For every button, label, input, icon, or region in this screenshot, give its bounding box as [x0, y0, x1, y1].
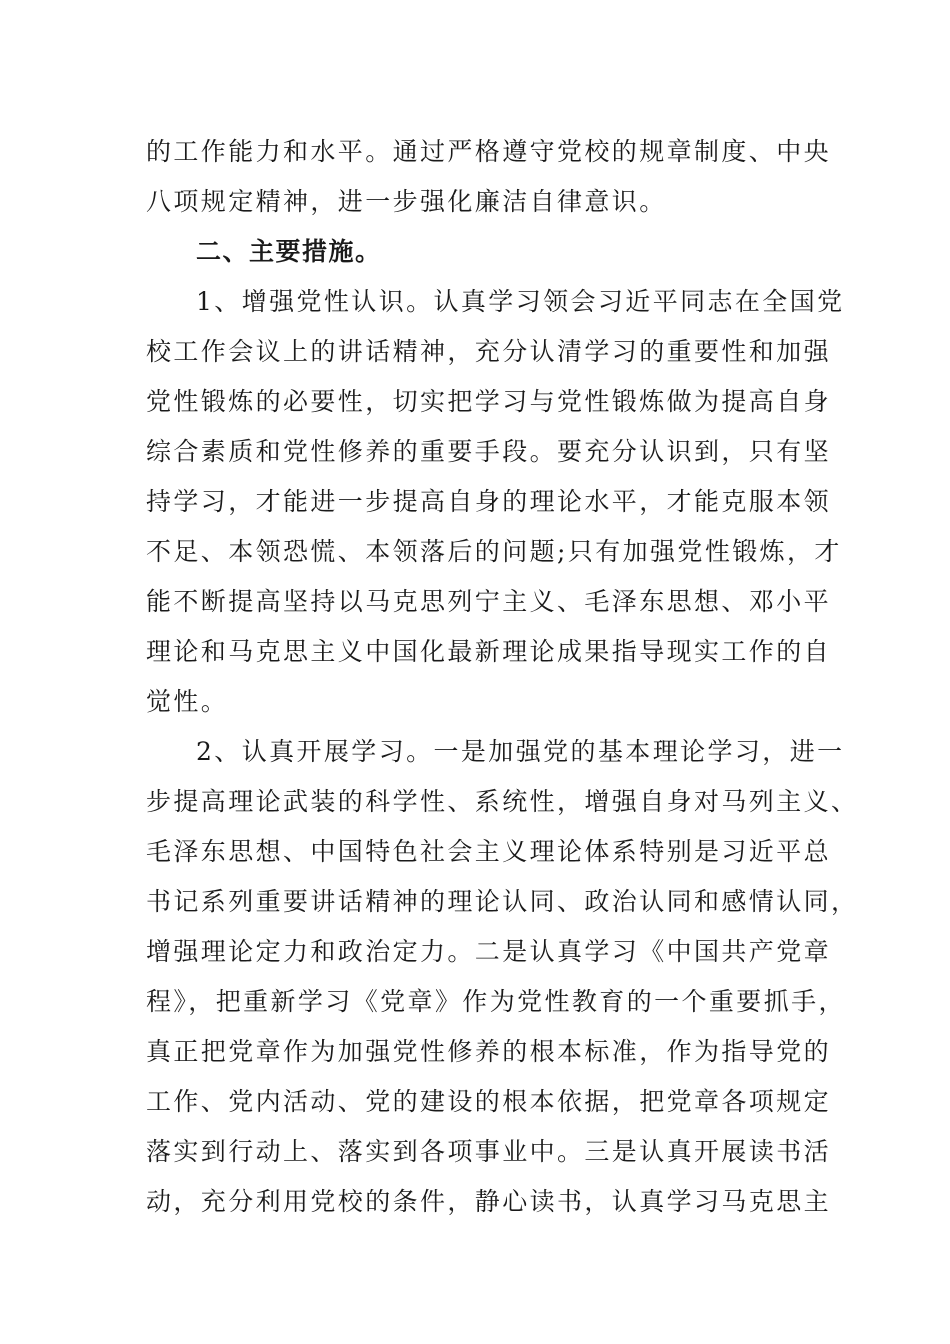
text-line: 不足、本领恐慌、本领落后的问题;只有加强党性锻炼，才 [146, 537, 842, 566]
text-line: 理论和马克思主义中国化最新理论成果指导现实工作的自 [146, 637, 832, 666]
section-heading: 二、主要措施。 [196, 237, 382, 266]
text-line: 八项规定精神，进一步强化廉洁自律意识。 [146, 187, 667, 216]
text-line: 的工作能力和水平。通过严格遵守党校的规章制度、中央 [146, 137, 832, 166]
text-line: 落实到行动上、落实到各项事业中。三是认真开展读书活 [146, 1137, 832, 1166]
text-line: 动，充分利用党校的条件，静心读书，认真学习马克思主 [146, 1187, 832, 1216]
text-line: 增强理论定力和政治定力。二是认真学习《中国共产党章 [146, 937, 832, 966]
text-line: 毛泽东思想、中国特色社会主义理论体系特别是习近平总 [146, 837, 832, 866]
text-line: 工作、党内活动、党的建设的根本依据，把党章各项规定 [146, 1087, 832, 1116]
text-line: 步提高理论武装的科学性、系统性，增强自身对马列主义、 [146, 787, 859, 816]
text-line: 真正把党章作为加强党性修养的根本标准，作为指导党的 [146, 1037, 832, 1066]
text-line: 校工作会议上的讲话精神，充分认清学习的重要性和加强 [146, 337, 832, 366]
paragraph-first-line: 2、认真开展学习。一是加强党的基本理论学习，进一 [196, 737, 845, 766]
text-line: 能不断提高坚持以马克思列宁主义、毛泽东思想、邓小平 [146, 587, 832, 616]
text-line: 持学习，才能进一步提高自身的理论水平，才能克服本领 [146, 487, 832, 516]
text-line: 党性锻炼的必要性，切实把学习与党性锻炼做为提高自身 [146, 387, 832, 416]
paragraph-first-line: 1、增强党性认识。认真学习领会习近平同志在全国党 [196, 287, 845, 316]
text-line: 觉性。 [146, 687, 229, 716]
text-line: 书记系列重要讲话精神的理论认同、政治认同和感情认同， [146, 887, 859, 916]
text-line: 程》，把重新学习《党章》作为党性教育的一个重要抓手， [146, 987, 846, 1016]
text-line: 综合素质和党性修养的重要手段。要充分认识到，只有坚 [146, 437, 832, 466]
